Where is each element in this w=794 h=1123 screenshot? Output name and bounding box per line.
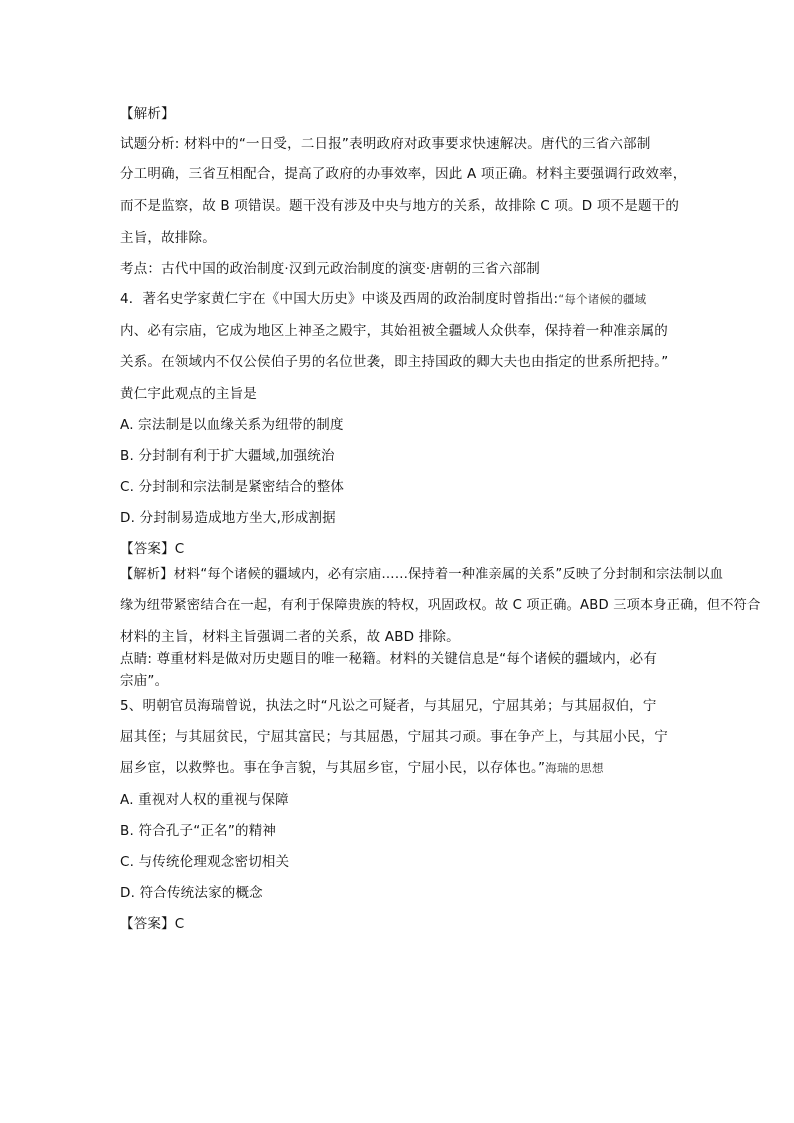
q4-analysis-line-2: 缘为纽带紧密结合在一起，有利于保障贵族的特权，巩固政权。故 C 项正确。ABD 三项本身正确，但不符合 — [120, 598, 761, 613]
analysis-line-2: 分工明确，三省互相配合，提高了政府的办事效率，因此 A 项正确。材料主要强调行政效率， — [120, 166, 687, 182]
q5-answer: 【答案】C — [120, 916, 185, 932]
q5-option-d: D. 符合传统法家的概念 — [120, 885, 263, 901]
q4-analysis-line-3: 材料的主旨，材料主旨强调二者的关系，故 ABD 排除。 — [120, 629, 460, 645]
analysis-heading: 【解析】 — [120, 106, 175, 122]
q4-stem-line-1-main: 4．著名史学家黄仁宇在《中国大历史》中谈及西周的政治制度时曾指出: — [120, 291, 559, 307]
q5-option-b: B. 符合孔子“正名”的精神 — [120, 823, 277, 839]
analysis-line-3: 而不是监察，故 B 项错误。题干没有涉及中央与地方的关系，故排除 C 项。D 项不是题干的 — [120, 198, 680, 214]
analysis-line-4: 主旨，故排除。 — [120, 230, 216, 246]
q4-dianjing-line-1: 点睛: 尊重材料是做对历史题目的唯一秘籍。材料的关键信息是“每个诸候的疆域内，必有 — [120, 651, 658, 667]
q4-option-b: B. 分封制有利于扩大疆域,加强统治 — [120, 448, 335, 464]
q4-option-a: A. 宗法制是以血缘关系为纽带的制度 — [120, 417, 344, 433]
q4-option-d: D. 分封制易造成地方坐大,形成割据 — [120, 510, 336, 526]
kaodian-text: 考点：古代中国的政治制度·汉到元政治制度的演变·唐朝的三省六部制 — [120, 261, 540, 277]
q4-dianjing-line-2: 宗庙”。 — [120, 673, 169, 689]
analysis-line-1: 试题分析: 材料中的“一日受，二日报”表明政府对政事要求快速解决。唐代的三省六部制 — [120, 136, 651, 152]
q4-option-c: C. 分封制和宗法制是紧密结合的整体 — [120, 479, 345, 495]
q5-stem-line-3 — [120, 759, 604, 777]
q4-answer: 【答案】C — [120, 541, 185, 557]
q4-stem-line-4: 黄仁宇此观点的主旨是 — [120, 386, 257, 402]
q5-stem-tail: 海瑞的思想 — [545, 761, 604, 775]
q5-option-c: C. 与传统伦理观念密切相关 — [120, 854, 290, 870]
q5-option-a: A. 重视对人权的重视与保障 — [120, 792, 289, 808]
q5-stem-line-2: 屈其侄；与其屈贫民，宁屈其富民；与其屈愚，宁屈其刁顽。事在争产上，与其屈小民，宁 — [120, 729, 668, 745]
q4-stem-line-1 — [120, 290, 646, 308]
q4-analysis-line-1: 【解析】材料“每个诸候的疆域内，必有宗庙……保持着一种准亲属的关系”反映了分封制和宗法制以血 — [120, 567, 724, 582]
q5-stem-line-3-main: 屈乡宦，以救弊也。事在争言貌，与其屈乡宦，宁屈小民，以存体也。” — [120, 760, 546, 776]
q4-stem-line-1-tail: “每个诸候的疆域 — [558, 292, 647, 306]
q5-stem-line-1: 5、明朝官员海瑞曾说，执法之时“凡讼之可疑者，与其屈兄，宁屈其弟；与其屈叔伯，宁 — [120, 698, 657, 714]
q4-stem-line-2: 内、必有宗庙，它成为地区上神圣之殿宇，其始祖被全疆域人众供奉，保持着一种准亲属的 — [120, 323, 668, 339]
q4-stem-line-3: 关系。在领域内不仅公侯伯子男的名位世袭，即主持国政的卿大夫也由指定的世系所把持。” — [120, 354, 669, 370]
